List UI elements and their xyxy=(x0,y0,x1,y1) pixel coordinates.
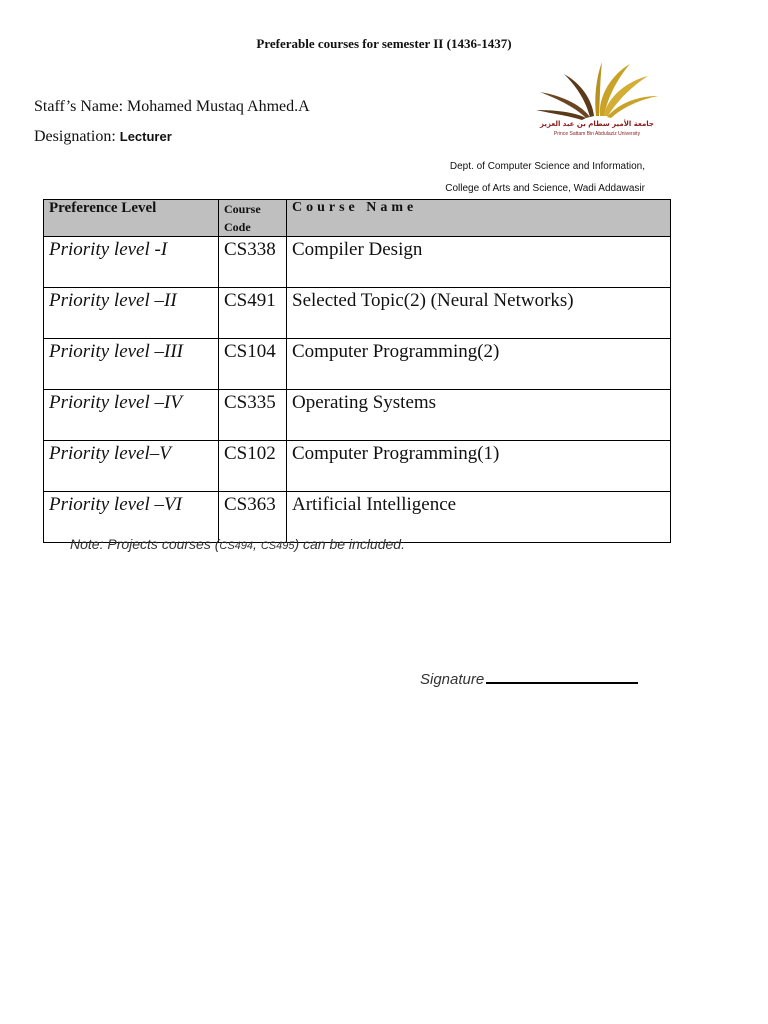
course-name-cell: Compiler Design xyxy=(287,237,671,288)
signature-label: Signature xyxy=(420,671,485,688)
designation-value: Lecturer xyxy=(119,129,172,144)
note-course-2: CS495 xyxy=(260,540,295,552)
staff-name-value: Mohamed Mustaq Ahmed.A xyxy=(127,98,310,115)
preference-table xyxy=(43,199,671,543)
table-row xyxy=(44,441,671,492)
table-row xyxy=(44,237,671,288)
course-code-cell: CS104 xyxy=(219,339,287,390)
course-code-cell: CS491 xyxy=(219,288,287,339)
header-course-code: Course Code xyxy=(219,200,287,237)
university-logo-icon xyxy=(534,60,660,120)
priority-level-cell: Priority level–V xyxy=(44,441,219,492)
priority-level-cell: Priority level –IV xyxy=(44,390,219,441)
staff-name-line xyxy=(34,98,310,116)
course-code-cell: CS338 xyxy=(219,237,287,288)
table-row xyxy=(44,288,671,339)
document-title: Preferable courses for semester II (1436-1437) xyxy=(256,36,512,51)
designation-line xyxy=(34,128,172,146)
note-text xyxy=(70,536,405,552)
course-code-cell: CS102 xyxy=(219,441,287,492)
priority-level-cell: Priority level –II xyxy=(44,288,219,339)
course-name-cell: Artificial Intelligence xyxy=(287,492,671,543)
table-body xyxy=(44,237,671,543)
header-course-name: Course Name xyxy=(287,200,671,237)
note-suffix: ) can be included. xyxy=(294,536,405,552)
course-name-cell: Selected Topic(2) (Neural Networks) xyxy=(287,288,671,339)
staff-name-label: Staff’s Name: xyxy=(34,98,124,115)
priority-level-cell: Priority level –VI xyxy=(44,492,219,543)
designation-label: Designation: xyxy=(34,128,116,145)
note-prefix: Note: Projects courses ( xyxy=(70,536,220,552)
course-code-cell: CS335 xyxy=(219,390,287,441)
logo-arabic-text: جامعة الأمير سطام بن عبد العزيز xyxy=(540,120,654,128)
course-name-cell: Operating Systems xyxy=(287,390,671,441)
signature-line xyxy=(486,668,638,684)
department-info xyxy=(380,156,645,200)
logo-english-text: Prince Sattam Bin Abdulaziz University xyxy=(553,131,641,137)
header-preference-level: Preference Level xyxy=(44,200,219,237)
department-line: Dept. of Computer Science and Information, xyxy=(449,161,645,172)
college-line: College of Arts and Science, Wadi Addawasir xyxy=(445,183,645,194)
signature-block xyxy=(420,668,638,688)
course-name-cell: Computer Programming(2) xyxy=(287,339,671,390)
table-header-row xyxy=(44,200,671,237)
table-row xyxy=(44,339,671,390)
note-course-1: CS494 xyxy=(219,540,254,552)
table-row xyxy=(44,390,671,441)
course-name-cell: Computer Programming(1) xyxy=(287,441,671,492)
course-code-cell: CS363 xyxy=(219,492,287,543)
note-separator: , xyxy=(253,536,261,552)
priority-level-cell: Priority level -I xyxy=(44,237,219,288)
table-row xyxy=(44,492,671,543)
priority-level-cell: Priority level –III xyxy=(44,339,219,390)
university-logo xyxy=(534,60,660,142)
